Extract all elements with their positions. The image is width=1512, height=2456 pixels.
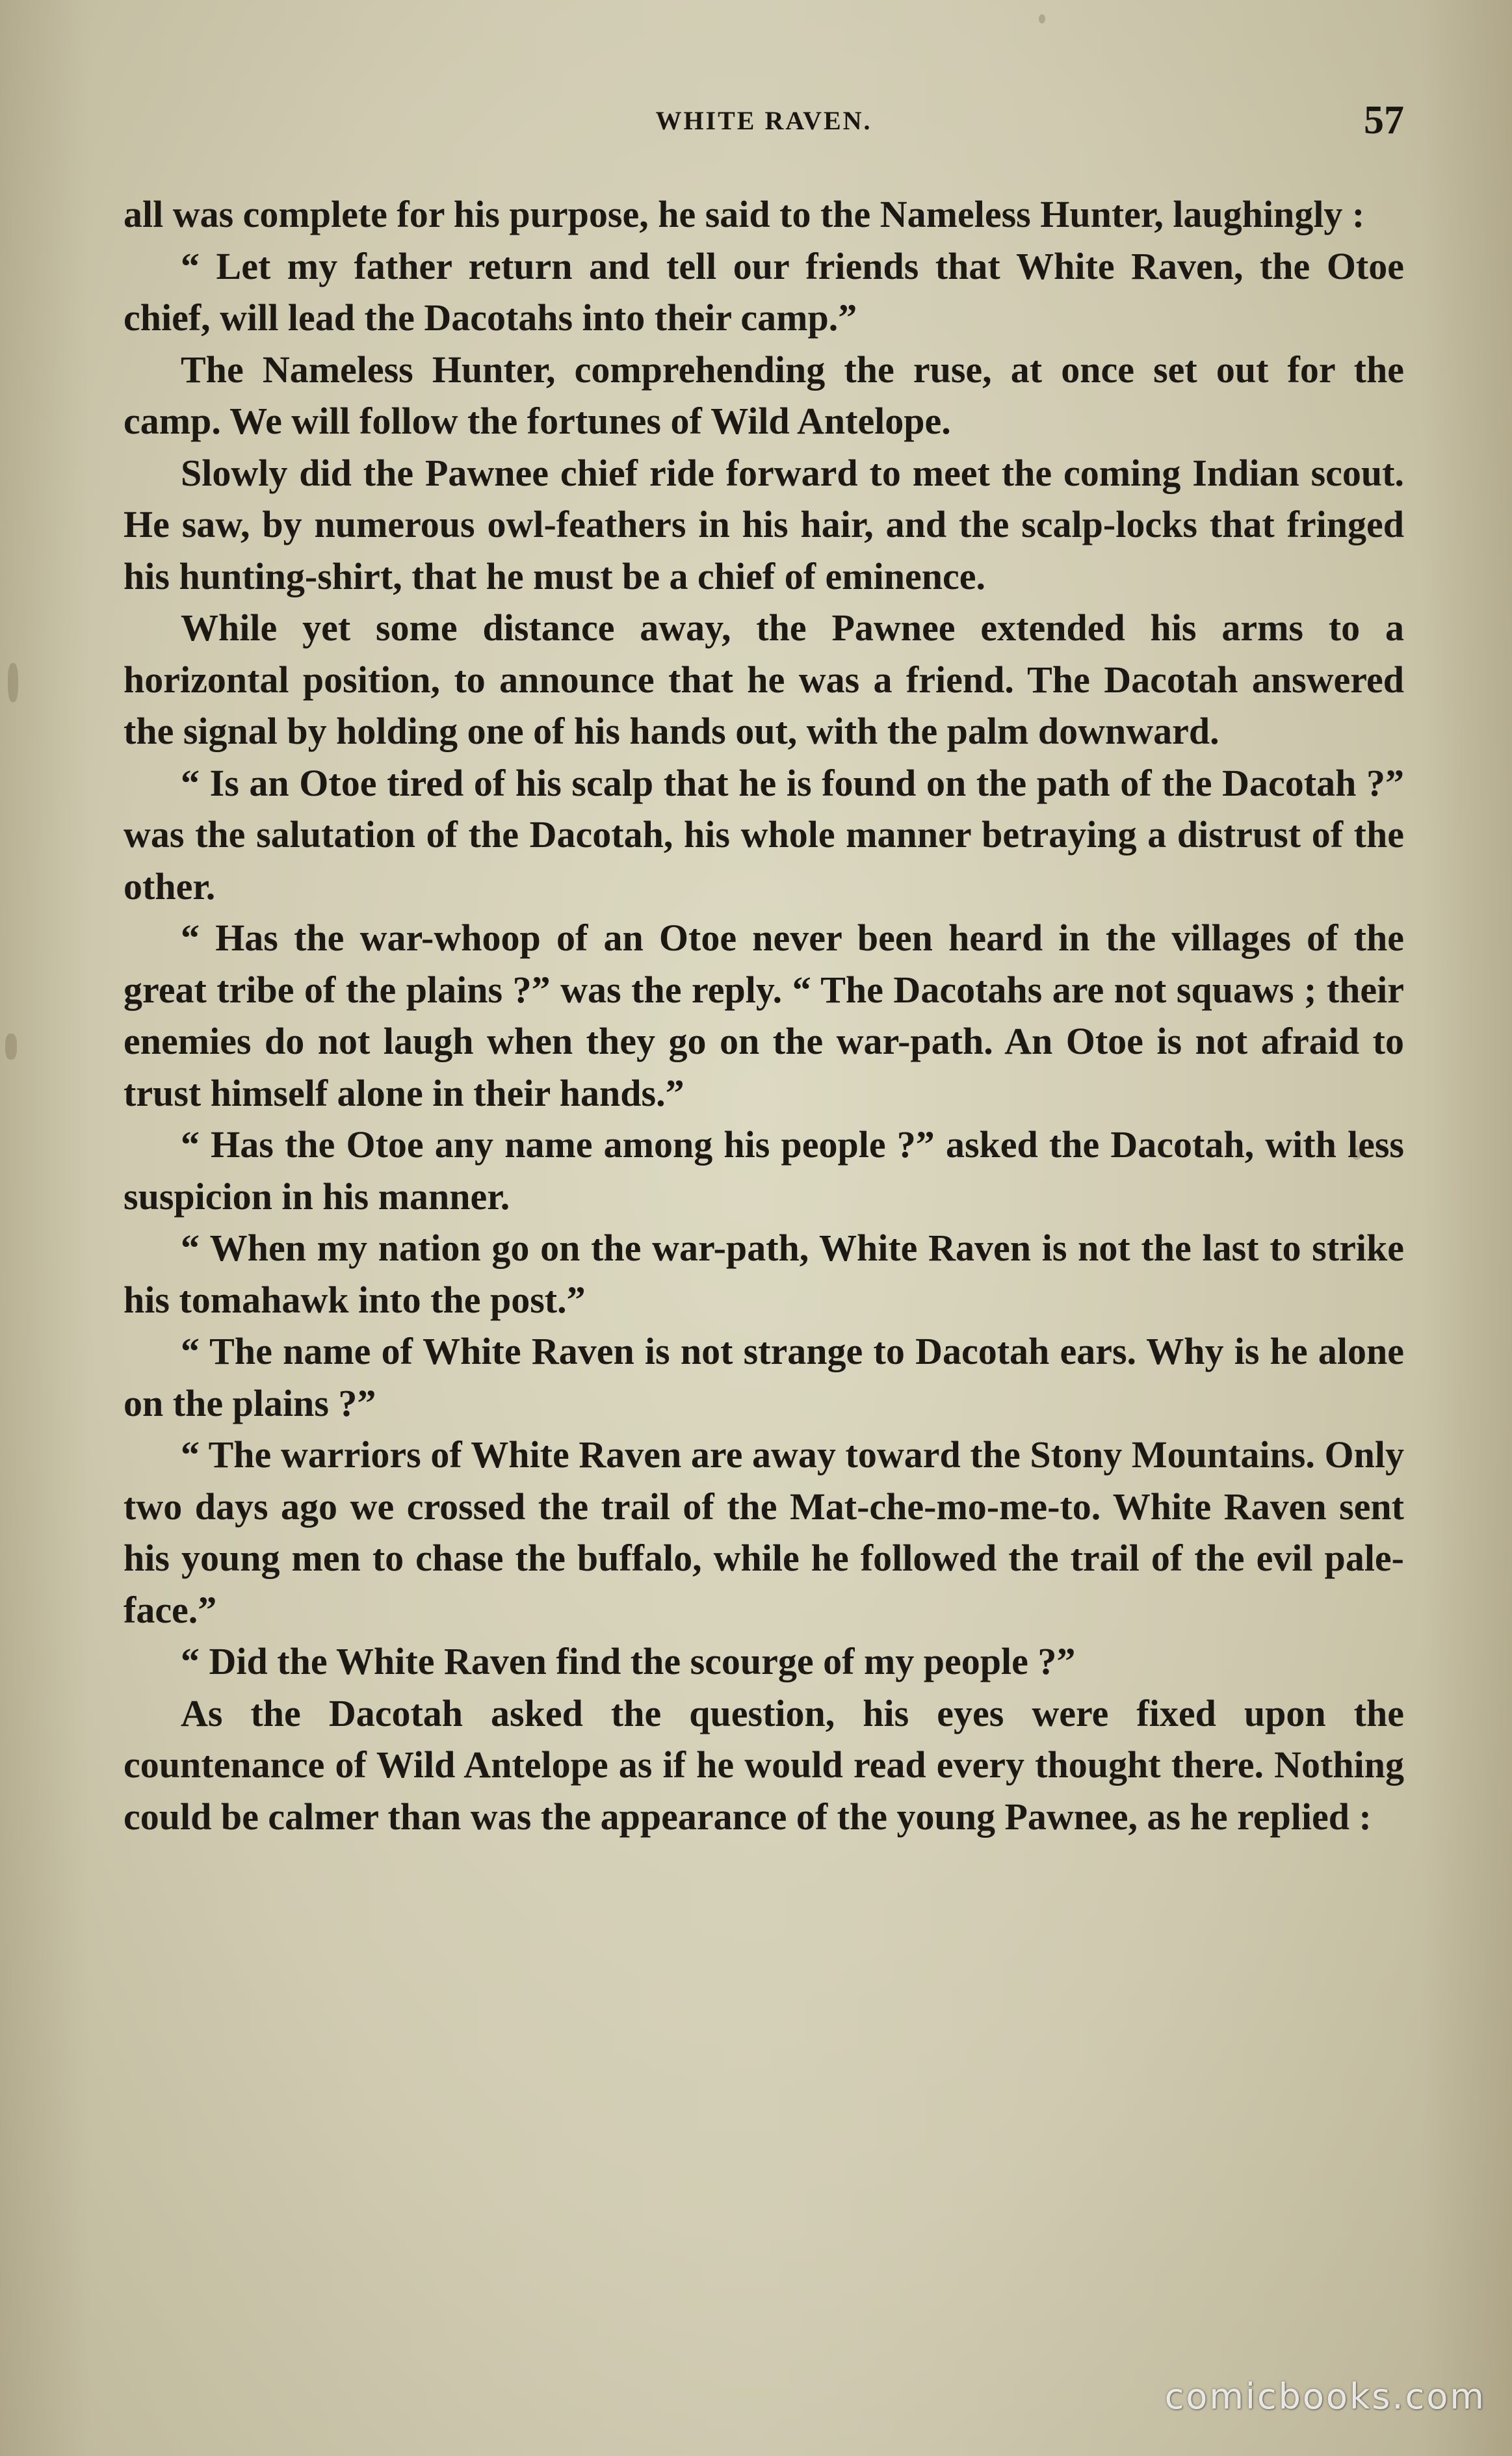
paragraph: Slowly did the Pawnee chief ride forward to meet the coming Indian scout. He saw, by numerous owl-feathers in his hair, and the scalp-locks that fringed his hunting-shirt, that he must be a chief of eminence. xyxy=(124,451,1404,597)
watermark: comicbooks.com xyxy=(1164,2376,1486,2417)
paragraph: While yet some distance away, the Pawnee extended his arms to a horizontal position, to announce that he was a friend. The Dacotah answered the signal by holding one of his hands out, with the palm downward. xyxy=(124,607,1404,752)
page-stain xyxy=(8,663,18,702)
running-head: WHITE RAVEN. xyxy=(655,106,872,135)
paragraph: “ The warriors of White Raven are away toward the Stony Mountains. Only two days ago we crossed the trail of the Mat-che-mo-me-to. White Raven sent his young men to chase the buffalo, while he followed the trail of the evil pale-face.” xyxy=(124,1433,1404,1631)
paragraph: “ The name of White Raven is not strange to Dacotah ears. Why is he alone on the plains ?” xyxy=(124,1330,1404,1424)
paragraph: “ Has the Otoe any name among his people ?” asked the Dacotah, with less suspicion in his manner. xyxy=(124,1123,1404,1218)
body-text xyxy=(124,189,1404,1842)
paragraph: “ Let my father return and tell our friends that White Raven, the Otoe chief, will lead the Dacotahs into their camp.” xyxy=(124,244,1404,339)
page-stain xyxy=(1039,14,1045,23)
paragraph: As the Dacotah asked the question, his eyes were fixed upon the countenance of Wild Antelope as if he would read every thought there. Nothing could be calmer than was the appearance of the young Pawnee, as he replied : xyxy=(124,1692,1404,1838)
paragraph: “ Did the White Raven find the scourge of my people ?” xyxy=(181,1640,1076,1682)
page-header xyxy=(124,98,1404,150)
paragraph: all was complete for his purpose, he said to the Nameless Hunter, laughingly : xyxy=(124,193,1365,235)
paragraph: “ Has the war-whoop of an Otoe never been heard in the villages of the great tribe of the plains ?” was the reply. “ The Dacotahs are not squaws ; their enemies do not laugh when they go on the war-path. An Otoe is not afraid to trust himself alone in their hands.” xyxy=(124,917,1404,1114)
paragraph: “ Is an Otoe tired of his scalp that he is found on the path of the Dacotah ?” was the salutation of the Dacotah, his whole manner betraying a distrust of the other. xyxy=(124,761,1404,908)
paragraph: The Nameless Hunter, comprehending the ruse, at once set out for the camp. We will follow the fortunes of Wild Antelope. xyxy=(124,348,1404,442)
page-number: 57 xyxy=(1364,98,1404,142)
paragraph: “ When my nation go on the war-path, White Raven is not the last to strike his tomahawk into the post.” xyxy=(124,1227,1404,1321)
page-stain xyxy=(5,1034,17,1060)
